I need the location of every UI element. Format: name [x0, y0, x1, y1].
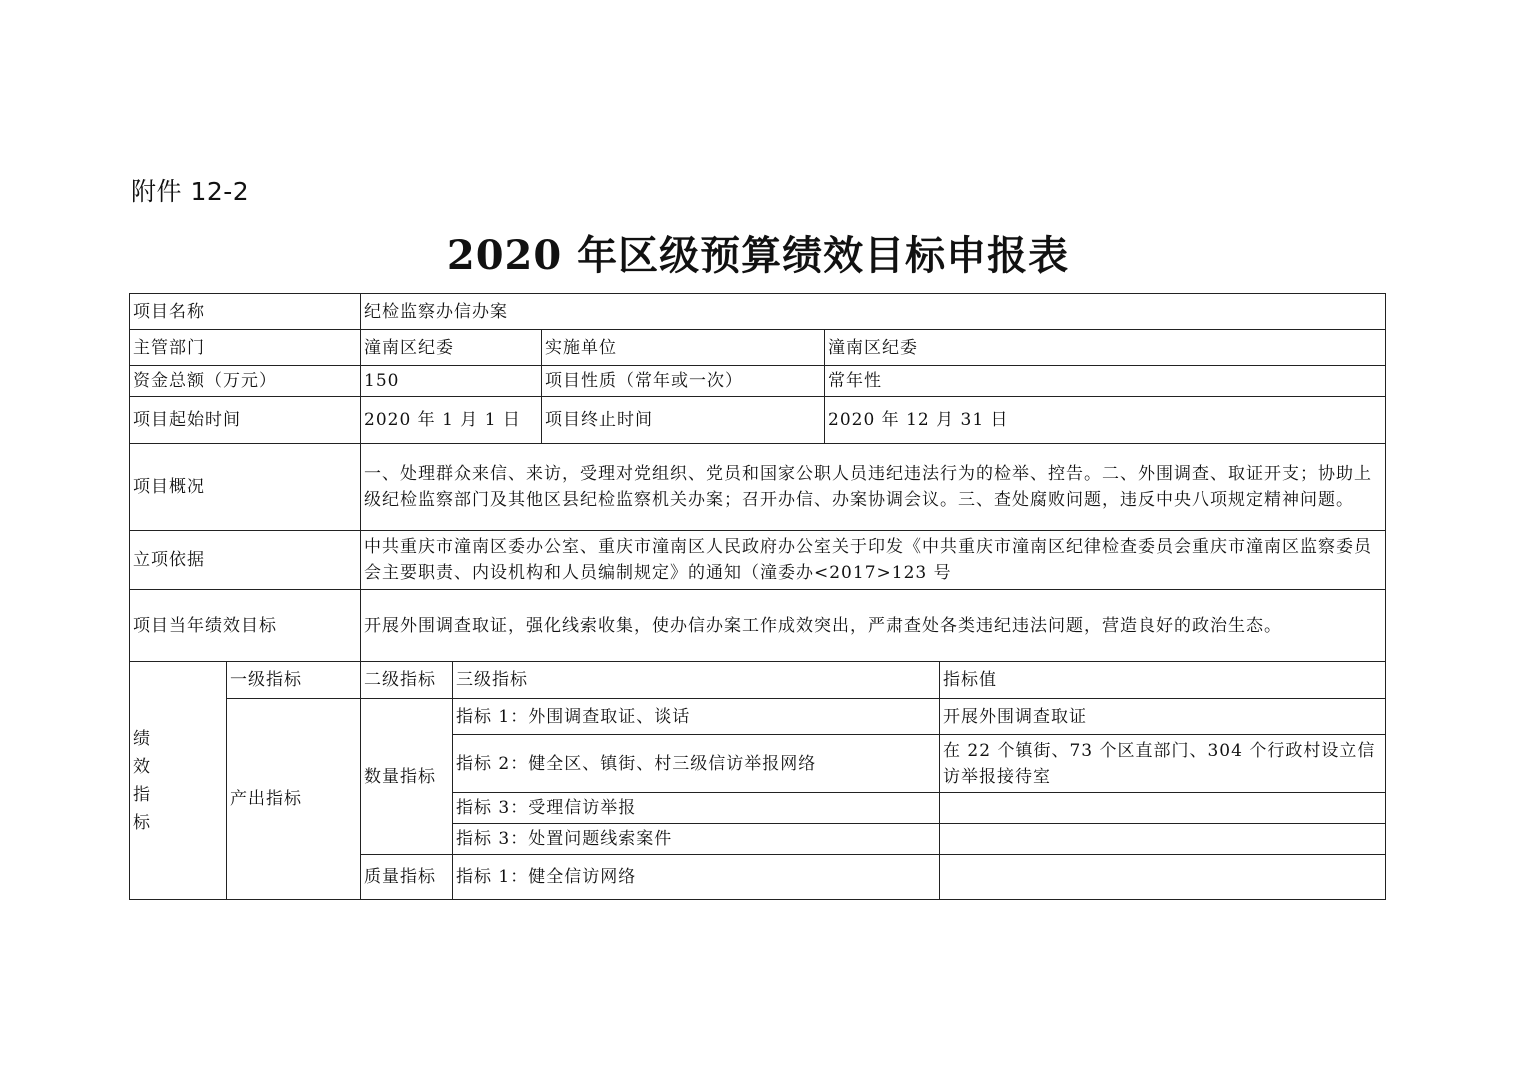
overview-label: 项目概况: [130, 444, 361, 531]
project-name-value: 纪检监察办信办案: [361, 294, 1386, 330]
table-row: [130, 699, 1386, 735]
row-time: [130, 397, 1386, 444]
indicator-value: [940, 824, 1386, 855]
quantity-indicator-label: 数量指标: [361, 699, 453, 855]
indicator-name: 指标 3：处置问题线索案件: [453, 824, 940, 855]
row-indicator-header: [130, 662, 1386, 699]
overview-value: 一、处理群众来信、来访，受理对党组织、党员和国家公职人员违纪违法行为的检举、控告。二、外围调查、取证开支；协助上级纪检监察部门及其他区县纪检监察机关办案；召开办信、办案协调会议。三、查处腐败问题，违反中央八项规定精神问题。: [361, 444, 1386, 531]
row-goal: [130, 590, 1386, 662]
dept-value: 潼南区纪委: [361, 330, 542, 366]
nature-label: 项目性质（常年或一次）: [542, 366, 825, 397]
quality-indicator-label: 质量指标: [361, 855, 453, 900]
indicator-value: [940, 855, 1386, 900]
nature-value: 常年性: [825, 366, 1386, 397]
dept-label: 主管部门: [130, 330, 361, 366]
output-indicator-label: 产出指标: [227, 699, 361, 900]
unit-label: 实施单位: [542, 330, 825, 366]
row-department: [130, 330, 1386, 366]
funds-label: 资金总额（万元）: [130, 366, 361, 397]
budget-form-table: [129, 293, 1386, 900]
indicator-value: [940, 793, 1386, 824]
level2-header: 二级指标: [361, 662, 453, 699]
start-time-label: 项目起始时间: [130, 397, 361, 444]
basis-value: 中共重庆市潼南区委办公室、重庆市潼南区人民政府办公室关于印发《中共重庆市潼南区纪律检查委员会重庆市潼南区监察委员会主要职责、内设机构和人员编制规定》的通知（潼委办<2017>123 号: [361, 531, 1386, 590]
start-time-value: 2020 年 1 月 1 日: [361, 397, 542, 444]
row-funds: [130, 366, 1386, 397]
row-project-name: [130, 294, 1386, 330]
unit-value: 潼南区纪委: [825, 330, 1386, 366]
indicator-section-label: 绩 效 指 标: [130, 662, 227, 900]
row-basis: [130, 531, 1386, 590]
indicator-name: 指标 2：健全区、镇街、村三级信访举报网络: [453, 735, 940, 793]
end-time-value: 2020 年 12 月 31 日: [825, 397, 1386, 444]
attachment-number: 附件 12-2: [131, 177, 250, 206]
basis-label: 立项依据: [130, 531, 361, 590]
page-title: 2020 年区级预算绩效目标申报表: [446, 232, 1070, 279]
row-overview: [130, 444, 1386, 531]
indicator-value: 开展外围调查取证: [940, 699, 1386, 735]
level3-header: 三级指标: [453, 662, 940, 699]
level1-header: 一级指标: [227, 662, 361, 699]
indicator-value: 在 22 个镇街、73 个区直部门、304 个行政村设立信访举报接待室: [940, 735, 1386, 793]
indicator-name: 指标 3：受理信访举报: [453, 793, 940, 824]
end-time-label: 项目终止时间: [542, 397, 825, 444]
indicator-name: 指标 1：外围调查取证、谈话: [453, 699, 940, 735]
indicator-name: 指标 1：健全信访网络: [453, 855, 940, 900]
indicator-value-header: 指标值: [940, 662, 1386, 699]
project-name-label: 项目名称: [130, 294, 361, 330]
goal-label: 项目当年绩效目标: [130, 590, 361, 662]
funds-value: 150: [361, 366, 542, 397]
goal-value: 开展外围调查取证，强化线索收集，使办信办案工作成效突出，严肃查处各类违纪违法问题，营造良好的政治生态。: [361, 590, 1386, 662]
